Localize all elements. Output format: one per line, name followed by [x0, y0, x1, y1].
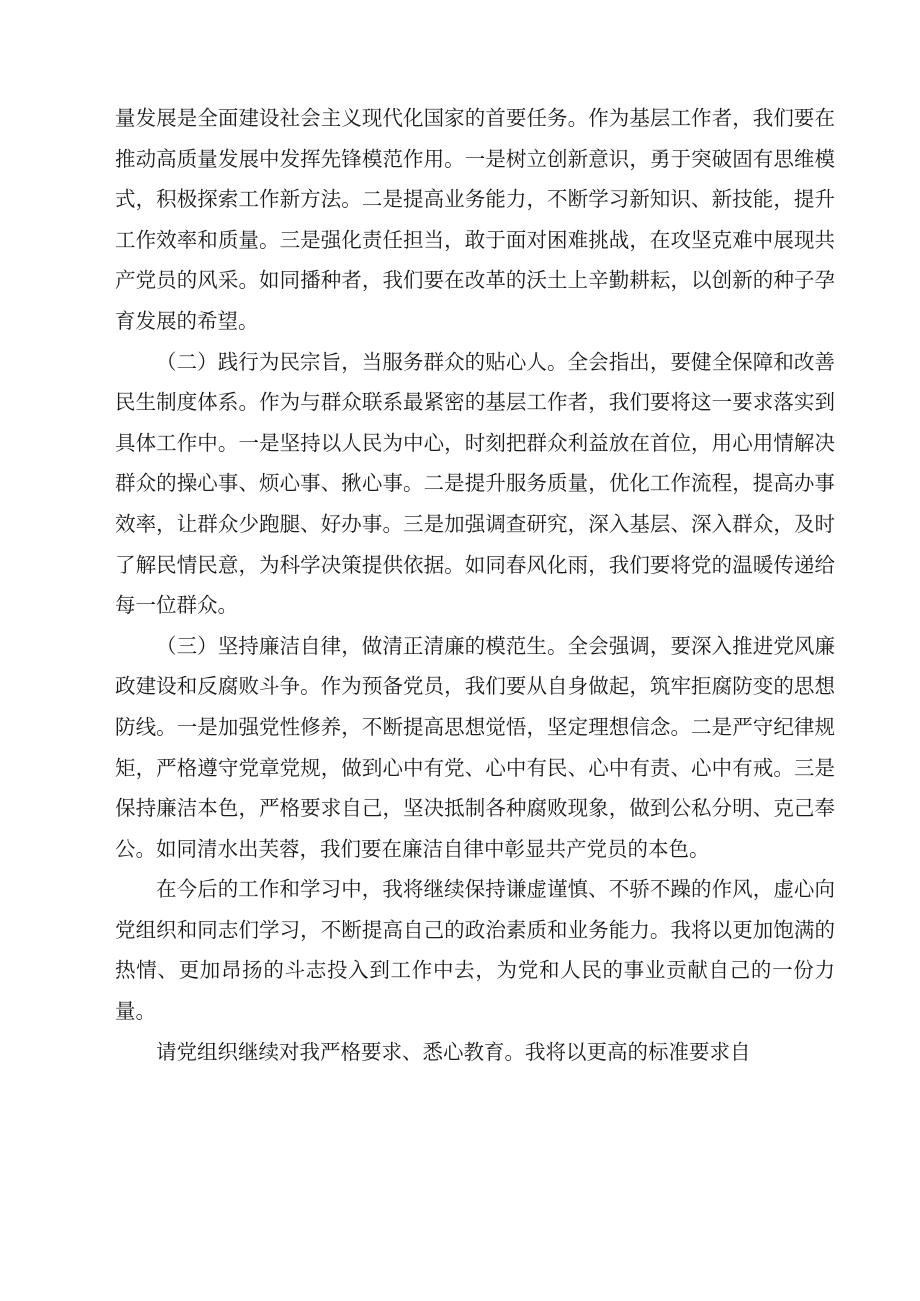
document-body: [115, 98, 835, 1072]
paragraph-closing-request: 请党组织继续对我严格要求、悉心教育。我将以更高的标准要求自: [156, 1039, 751, 1064]
paragraph-section-three: （三）坚持廉洁自律，做清正清廉的模范生。全会强调，要深入推进党风廉政建设和反腐败斗争。作为预备党员，我们要从自身做起，筑牢拒腐防变的思想防线。一是加强党性修养，不断提高思想觉悟，坚定理想信念。二是严守纪律规矩，严格遵守党章党规，做到心中有党、心中有民、心中有责、心中有戒。三是保持廉洁本色，严格要求自己，坚决抵制各种腐败现象，做到公私分明、克己奉公。如同清水出芙蓉，我们要在廉洁自律中彰显共产党员的本色。: [115, 633, 835, 861]
paragraph-continuation: 量发展是全面建设社会主义现代化国家的首要任务。作为基层工作者，我们要在推动高质量发展中发挥先锋模范作用。一是树立创新意识，勇于突破固有思维模式，积极探索工作新方法。二是提高业务能力，不断学习新知识、新技能，提升工作效率和质量。三是强化责任担当，敢于面对困难挑战，在攻坚克难中展现共产党员的风采。如同播种者，我们要在改革的沃土上辛勤耕耘，以创新的种子孕育发展的希望。: [115, 106, 835, 333]
paragraph-future-work: 在今后的工作和学习中，我将继续保持谦虚谨慎、不骄不躁的作风，虚心向党组织和同志们学习，不断提高自己的政治素质和业务能力。我将以更加饱满的热情、更加昂扬的斗志投入到工作中去，为党和人民的事业贡献自己的一份力量。: [115, 877, 835, 1024]
paragraph-section-two: （二）践行为民宗旨，当服务群众的贴心人。全会指出，要健全保障和改善民生制度体系。作为与群众联系最紧密的基层工作者，我们要将这一要求落实到具体工作中。一是坚持以人民为中心，时刻把群众利益放在首位，用心用情解决群众的操心事、烦心事、揪心事。二是提升服务质量，优化工作流程，提高办事效率，让群众少跑腿、好办事。三是加强调查研究，深入基层、深入群众，及时了解民情民意，为科学决策提供依据。如同春风化雨，我们要将党的温暖传递给每一位群众。: [115, 349, 835, 618]
